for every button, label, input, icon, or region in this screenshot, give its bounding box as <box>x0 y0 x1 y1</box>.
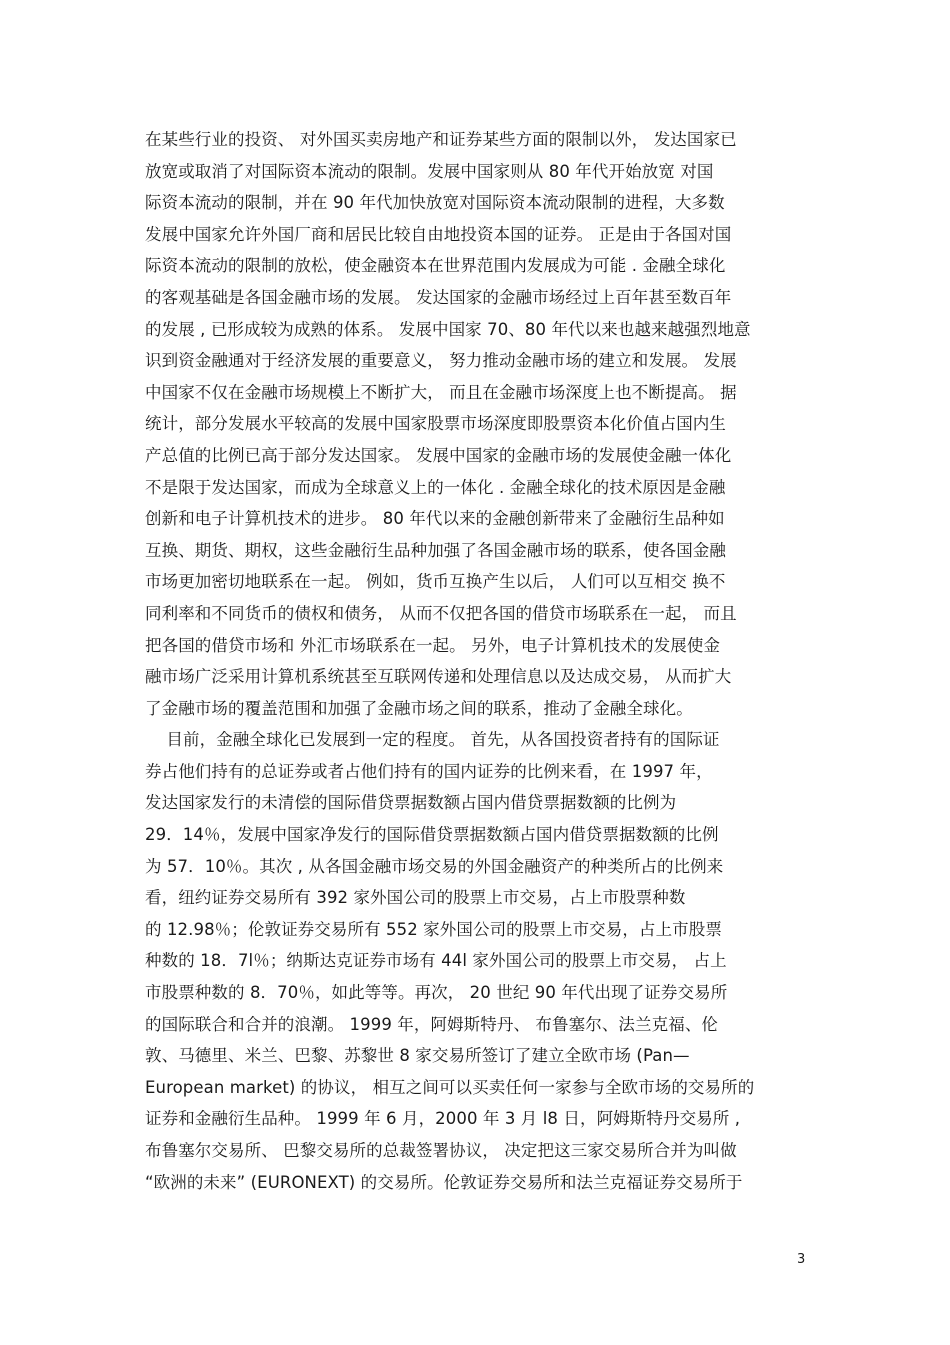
text-line: “欧洲的未来” (EURONEXT) 的交易所。伦敦证券交易所和法兰克福证券交易所于 <box>145 1172 743 1192</box>
text-line: 证券和金融衍生品种。 1999 年 6 月，2000 年 3 月 l8 日，阿姆斯特丹交易所 , <box>145 1109 741 1129</box>
text-line: 际资本流动的限制，并在 90 年代加快放宽对国际资本流动限制的进程，大多数 <box>145 193 725 213</box>
text-line: 发展中国家允许外国厂商和居民比较自由地投资本国的证券。 正是由于各国对国 <box>145 224 732 244</box>
text-line: 识到资金融通对于经济发展的重要意义， 努力推动金融市场的建立和发展。 发展 <box>145 351 737 371</box>
text-line: 看，纽约证券交易所有 392 家外国公司的股票上市交易，占上市股票种数 <box>145 888 686 908</box>
text-line: 同利率和不同货币的债权和债务， 从而不仅把各国的借贷市场联系在一起， 而且 <box>145 603 737 623</box>
text-line: 创新和电子计算机技术的进步。 80 年代以来的金融创新带来了金融衍生品种如 <box>145 509 725 529</box>
text-line: 的发展 , 已形成较为成熟的体系。 发展中国家 70、80 年代以来也越来越强烈地意 <box>145 319 751 339</box>
text-line: 券占他们持有的总证券或者占他们持有的国内证券的比例来看，在 1997 年， <box>145 761 713 781</box>
text-line: 布鲁塞尔交易所、 巴黎交易所的总裁签署协议， 决定把这三家交易所合并为叫做 <box>145 1141 737 1160</box>
text-line: 了金融市场的覆盖范围和加强了金融市场之间的联系，推动了金融全球化。 <box>145 698 693 718</box>
text-line: 在某些行业的投资、 对外国买卖房地产和证券某些方面的限制以外， 发达国家已 <box>145 130 737 149</box>
text-line: 中国家不仅在金融市场规模上不断扩大， 而且在金融市场深度上也不断提高。 据 <box>145 382 737 402</box>
text-line: 的 12.98％；伦敦证券交易所有 552 家外国公司的股票上市交易，占上市股票 <box>145 919 722 939</box>
text-line: 为 57．10％。其次 , 从各国金融市场交易的外国金融资产的种类所占的比例来 <box>145 856 724 876</box>
text-line: 发达国家发行的未清偿的国际借贷票据数额占国内借贷票据数额的比例为 <box>145 793 677 813</box>
text-line: 的客观基础是各国金融市场的发展。 发达国家的金融市场经过上百年甚至数百年 <box>145 287 732 307</box>
text-line: 市股票种数的 8．70％，如此等等。再次， 20 世纪 90 年代出现了证券交易所 <box>145 983 728 1003</box>
text-line: 互换、期货、期权，这些金融衍生品种加强了各国金融市场的联系，使各国金融 <box>145 540 726 560</box>
text-line: 种数的 18．7l％；纳斯达克证券市场有 44l 家外国公司的股票上市交易， 占上 <box>145 951 727 971</box>
text-line: 把各国的借贷市场和 外汇市场联系在一起。 另外，电子计算机技术的发展使金 <box>145 635 721 655</box>
text-line: 统计，部分发展水平较高的发展中国家股票市场深度即股票资本化价值占国内生 <box>145 414 726 434</box>
text-line: 市场更加密切地联系在一起。 例如，货币互换产生以后， 人们可以互相交 换不 <box>145 572 726 592</box>
text-line: 目前，金融全球化已发展到一定的程度。 首先，从各国投资者持有的国际证 <box>145 730 720 750</box>
body-text <box>145 124 815 1198</box>
text-line: 敦、马德里、米兰、巴黎、苏黎世 8 家交易所签订了建立全欧市场 (Pan— <box>145 1046 690 1066</box>
text-line: 际资本流动的限制的放松，使金融资本在世界范围内发展成为可能 . 金融全球化 <box>145 256 726 276</box>
text-line: 29．14％，发展中国家净发行的国际借贷票据数额占国内借贷票据数额的比例 <box>145 825 719 845</box>
text-line: 放宽或取消了对国际资本流动的限制。发展中国家则从 80 年代开始放宽 对国 <box>145 161 714 181</box>
text-line: European market) 的协议， 相互之间可以买卖任何一家参与全欧市场的交易所的 <box>145 1077 755 1097</box>
text-line: 的国际联合和合并的浪潮。 1999 年，阿姆斯特丹、 布鲁塞尔、法兰克福、伦 <box>145 1014 719 1034</box>
text-line: 不是限于发达国家，而成为全球意义上的一体化 . 金融全球化的技术原因是金融 <box>145 477 726 497</box>
page-number: 3 <box>797 1252 806 1267</box>
text-line: 融市场广泛采用计算机系统甚至互联网传递和处理信息以及达成交易， 从而扩大 <box>145 667 732 687</box>
text-line: 产总值的比例已高于部分发达国家。 发展中国家的金融市场的发展使金融一体化 <box>145 445 732 465</box>
